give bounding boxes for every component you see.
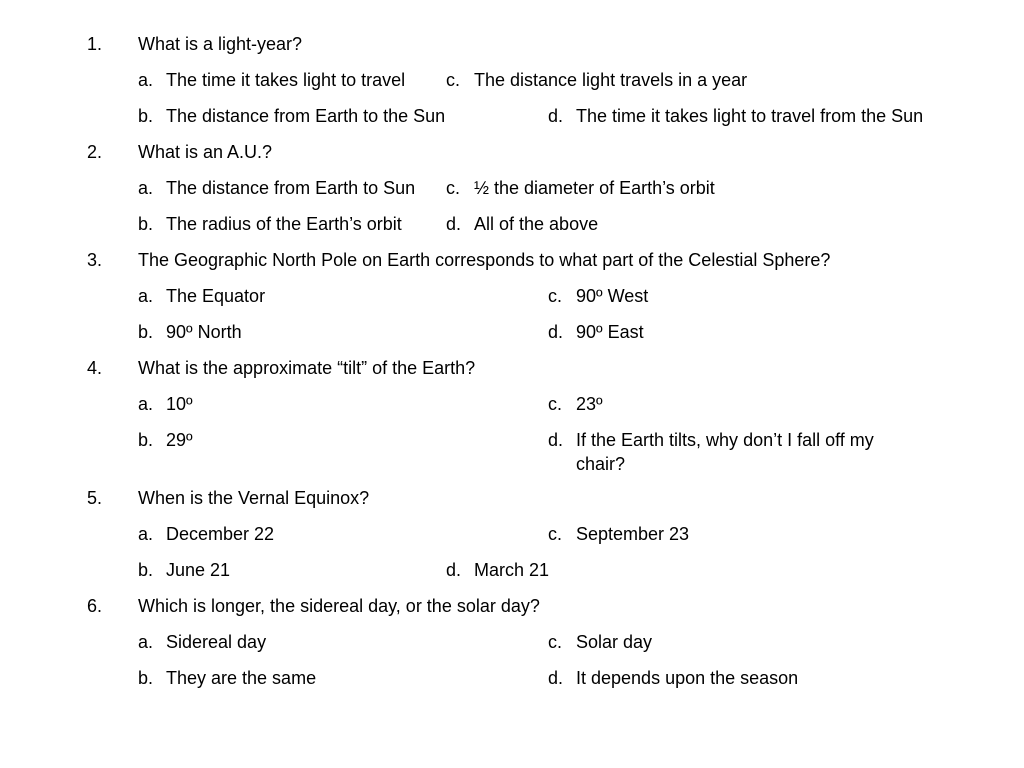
option-letter: c. [446,178,461,198]
option-letter: d. [548,322,564,342]
option-text: March 21 [474,560,550,580]
option-text: The distance light travels in a year [474,70,748,90]
question-3 [0,248,1024,272]
option-text: They are the same [166,668,317,688]
question-text: Which is longer, the sidereal day, or the solar day? [138,596,540,616]
option-text: 29º [166,430,193,450]
option-letter: b. [138,560,154,580]
option-text: 90º West [576,286,649,306]
option-letter: b. [138,668,154,688]
option-text: The distance from Earth to Sun [166,178,416,198]
question-text: What is the approximate “tilt” of the Earth? [138,358,476,378]
option-letter: b. [138,322,154,342]
option-letter: d. [446,560,462,580]
option-letter: d. [548,430,564,450]
question-text: What is an A.U.? [138,142,273,162]
option-letter: d. [548,668,564,688]
option-text: 23º [576,394,603,414]
option-text: It depends upon the season [576,668,799,688]
option-letter: a. [138,178,154,198]
option-letter: a. [138,70,154,90]
question-2 [0,140,1024,164]
option-text: December 22 [166,524,275,544]
question-5 [0,486,1024,510]
option-letter: a. [138,394,154,414]
option-letter: b. [138,430,154,450]
option-text: The distance from Earth to the Sun [166,106,446,126]
option-text: 90º North [166,322,242,342]
option-text: The Equator [166,286,266,306]
option-letter: b. [138,106,154,126]
option-text: All of the above [474,214,599,234]
question-number: 5. [87,488,103,508]
option-text: 90º East [576,322,644,342]
option-text: 10º [166,394,193,414]
option-letter: a. [138,286,154,306]
question-4 [0,356,1024,380]
question-number: 2. [87,142,103,162]
question-1 [0,32,1024,56]
option-letter: a. [138,524,154,544]
question-number: 3. [87,250,103,270]
question-text: The Geographic North Pole on Earth corresponds to what part of the Celestial Sphere? [138,250,831,270]
question-number: 6. [87,596,103,616]
option-text: September 23 [576,524,690,544]
question-number: 1. [87,34,103,54]
option-text: The time it takes light to travel [166,70,406,90]
option-text: Sidereal day [166,632,267,652]
option-text: The time it takes light to travel from the Sun [576,106,924,126]
option-letter: b. [138,214,154,234]
option-letter: d. [548,106,564,126]
option-letter: c. [446,70,461,90]
option-letter: c. [548,632,563,652]
option-letter: d. [446,214,462,234]
question-text: What is a light-year? [138,34,303,54]
option-text: If the Earth tilts, why don’t I fall off my chair? [576,430,874,474]
option-text: Solar day [576,632,653,652]
option-text: June 21 [166,560,231,580]
option-letter: c. [548,286,563,306]
question-6 [0,594,1024,618]
option-text: The radius of the Earth’s orbit [166,214,402,234]
option-letter: c. [548,394,563,414]
option-text: ½ the diameter of Earth’s orbit [474,178,715,198]
option-letter: a. [138,632,154,652]
question-number: 4. [87,358,103,378]
question-text: When is the Vernal Equinox? [138,488,370,508]
option-letter: c. [548,524,563,544]
